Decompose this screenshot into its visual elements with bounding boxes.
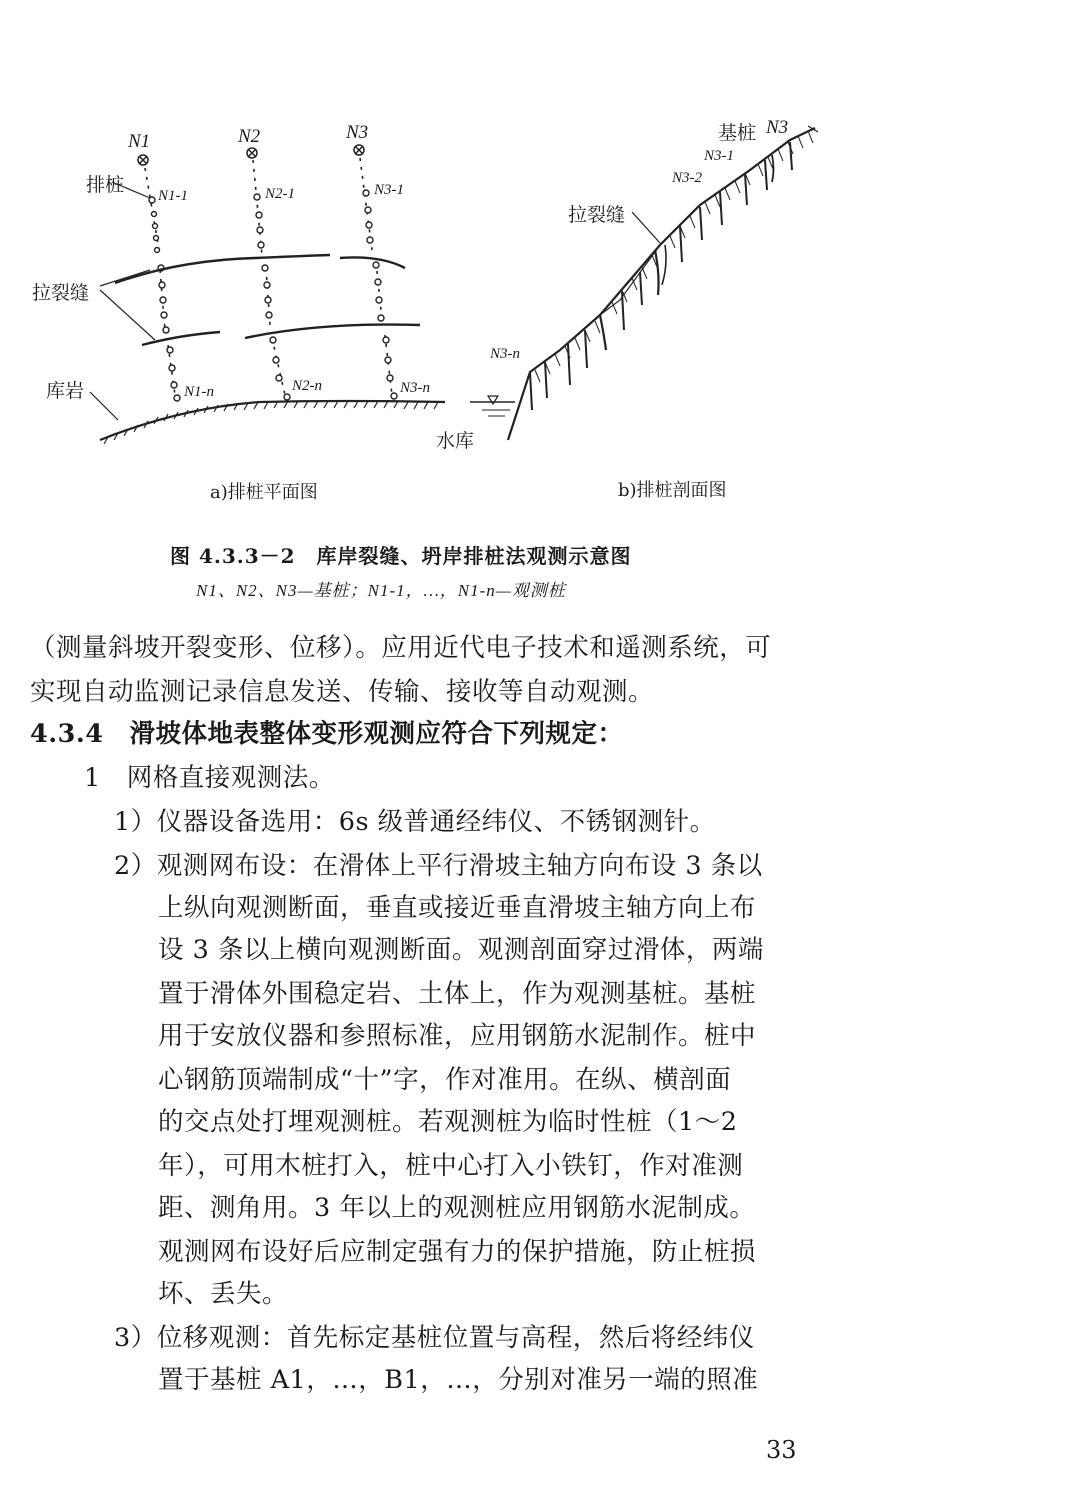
subitem-2-line-8: 年），可用木桩打入，桩中心打入小铁钉，作对准测	[158, 1151, 744, 1181]
label-crack-left: 拉裂缝	[32, 282, 90, 304]
subitem-2-line-10: 观测网布设好后应制定强有力的保护措施，防止桩损	[158, 1237, 757, 1267]
label-base-pile: 基桩	[718, 122, 757, 144]
end-label-n1-n: N1-n	[184, 384, 214, 400]
label-reservoir: 水库	[436, 430, 475, 452]
label-crack-right: 拉裂缝	[568, 204, 626, 226]
section-heading-4-3-4: 4.3.4 滑坡体地表整体变形观测应符合下列规定：	[30, 719, 624, 749]
subitem-3-line-1: 3）位移观测：首先标定基桩位置与高程，然后将经纬仪	[114, 1323, 755, 1353]
label-bank: 库岩	[46, 380, 85, 402]
end-label-n2-n: N2-n	[292, 378, 322, 394]
subitem-2-line-11: 坏、丢失。	[158, 1279, 289, 1309]
subitem-2-line-6: 心钢筋顶端制成“十”字，作对准用。在纵、横剖面	[158, 1065, 732, 1095]
subcaption-b: b)排桩剖面图	[618, 480, 727, 501]
sub-label-n1-1: N1-1	[158, 188, 188, 204]
label-n3-n: N3-n	[490, 346, 520, 362]
label-top-n3: N3	[766, 117, 789, 138]
subitem-2-line-4: 置于滑体外围稳定岩、土体上，作为观测基桩。基桩	[158, 979, 757, 1009]
subitem-2-line-1: 2）观测网布设：在滑体上平行滑坡主轴方向布设 3 条以	[114, 851, 763, 881]
subitem-3-line-2: 置于基桩 A1，…，B1，…，分别对准另一端的照准	[158, 1365, 759, 1395]
label-pile-row: 排桩	[86, 174, 125, 196]
end-label-n3-n: N3-n	[400, 380, 430, 396]
pile-label-n2: N2	[238, 126, 261, 147]
label-n3-2: N3-2	[672, 170, 702, 186]
figure-caption-legend: N1、N2、N3—基桩；N1-1，…，N1-n—观测桩	[196, 581, 566, 600]
pile-label-n1: N1	[128, 131, 151, 152]
page-number: 33	[766, 1436, 797, 1464]
body-line-2: 实现自动监测记录信息发送、传输、接收等自动观测。	[30, 677, 655, 707]
subitem-2-line-2: 上纵向观测断面，垂直或接近垂直滑坡主轴方向上布	[158, 893, 757, 923]
label-n3-1: N3-1	[704, 148, 734, 164]
sub-label-n2-1: N2-1	[265, 186, 295, 202]
pile-label-n3: N3	[346, 122, 369, 143]
subitem-2-line-9: 距、测角用。3 年以上的观测桩应用钢筋水泥制成。	[158, 1193, 756, 1223]
subcaption-a: a)排桩平面图	[210, 482, 318, 503]
subitem-1: 1）仪器设备选用：6s 级普通经纬仪、不锈钢测针。	[114, 807, 716, 837]
subitem-2-line-7: 的交点处打埋观测桩。若观测桩为临时性桩（1～2	[158, 1107, 738, 1137]
body-line-1: （测量斜坡开裂变形、位移）。应用近代电子技术和遥测系统，可	[30, 633, 772, 663]
figure-drawing	[0, 0, 1080, 520]
figure-caption-title: 图 4.3.3－2 库岸裂缝、坍岸排桩法观测示意图	[170, 544, 632, 568]
sub-label-n3-1: N3-1	[374, 182, 404, 198]
subitem-2-line-5: 用于安放仪器和参照标准，应用钢筋水泥制作。桩中	[158, 1021, 757, 1051]
item-1-heading: 1 网格直接观测法。	[84, 763, 335, 793]
subitem-2-line-3: 设 3 条以上横向观测断面。观测剖面穿过滑体，两端	[158, 935, 764, 965]
